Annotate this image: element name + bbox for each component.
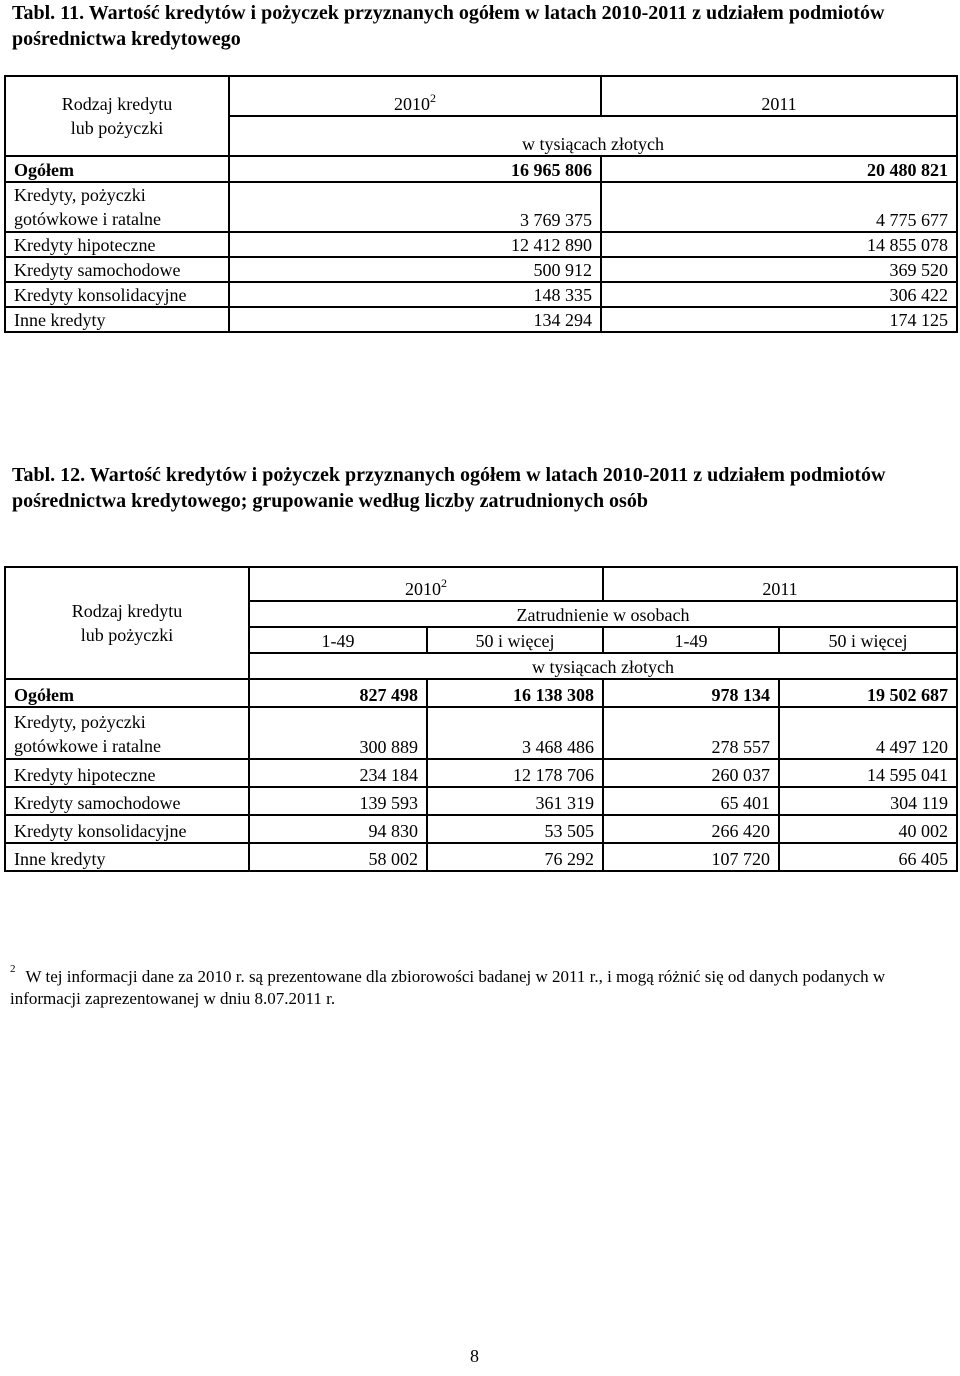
employment-header: Zatrudnienie w osobach: [249, 601, 957, 627]
cell-value: 234 184: [249, 759, 427, 787]
cell-value: 19 502 687: [779, 679, 957, 707]
cell-value: 827 498: [249, 679, 427, 707]
row-type-header-line2: lub pożyczki: [80, 625, 174, 645]
cell-value: 107 720: [603, 843, 779, 871]
unit-header: w tysiącach złotych: [229, 116, 957, 156]
cell-value: 3 468 486: [427, 707, 603, 759]
unit-header: w tysiącach złotych: [249, 653, 957, 679]
row-label-car: Kredyty samochodowe: [5, 257, 229, 282]
cell-2011-cash-loans: 4 775 677: [601, 182, 957, 232]
footnote: [10, 958, 948, 1010]
cell-2011-car: 369 520: [601, 257, 957, 282]
size-header-2011-small: 1-49: [603, 627, 779, 653]
cell-value: 40 002: [779, 815, 957, 843]
cell-2011-mortgage: 14 855 078: [601, 232, 957, 257]
page-number: 8: [470, 1346, 479, 1366]
cell-2010-total: 16 965 806: [229, 156, 601, 182]
size-header-2011-large: 50 i więcej: [779, 627, 957, 653]
row-type-header-line1: Rodzaj kredytu: [61, 94, 173, 114]
cell-value: 4 497 120: [779, 707, 957, 759]
cell-value: 266 420: [603, 815, 779, 843]
cell-2010-other: 134 294: [229, 307, 601, 332]
row-label-line2: gotówkowe i ratalne: [14, 736, 161, 756]
cell-value: 978 134: [603, 679, 779, 707]
cell-value: 304 119: [779, 787, 957, 815]
row-label-other: Inne kredyty: [5, 843, 249, 871]
row-label-total: Ogółem: [5, 679, 249, 707]
table-11: [4, 75, 958, 333]
row-label-mortgage: Kredyty hipoteczne: [5, 759, 249, 787]
table-12-caption: Tabl. 12. Wartość kredytów i pożyczek przyznanych ogółem w latach 2010-2011 z udziałem podmiotów pośrednictwa kredytowego; grupowanie według liczby zatrudnionych osób: [12, 464, 886, 512]
cell-value: 53 505: [427, 815, 603, 843]
footnote-text: W tej informacji dane za 2010 r. są prezentowane dla zbiorowości badanej w 2011 r., i mogą różnić się od danych podanych w informacji zaprezentowanej w dniu 8.07.2011 r.: [10, 967, 886, 1008]
row-label-consolidation: Kredyty konsolidacyjne: [5, 282, 229, 307]
cell-value: 260 037: [603, 759, 779, 787]
footnote-ref: 2: [430, 91, 436, 105]
cell-2011-consolidation: 306 422: [601, 282, 957, 307]
year-2011-header: 2011: [601, 76, 957, 116]
cell-2010-car: 500 912: [229, 257, 601, 282]
row-label-cash-loans: [5, 182, 229, 232]
row-label-cash-loans: [5, 707, 249, 759]
cell-2010-mortgage: 12 412 890: [229, 232, 601, 257]
table-12: [4, 566, 958, 872]
cell-2010-consolidation: 148 335: [229, 282, 601, 307]
cell-value: 139 593: [249, 787, 427, 815]
year-2010-label: 2010: [394, 94, 430, 114]
year-2010-header: [229, 76, 601, 116]
row-type-header: [5, 76, 229, 156]
row-label-mortgage: Kredyty hipoteczne: [5, 232, 229, 257]
row-label-total: Ogółem: [5, 156, 229, 182]
cell-value: 66 405: [779, 843, 957, 871]
cell-2010-cash-loans: 3 769 375: [229, 182, 601, 232]
row-label-line2: gotówkowe i ratalne: [14, 209, 161, 229]
footnote-ref: 2: [441, 576, 447, 590]
cell-value: 16 138 308: [427, 679, 603, 707]
cell-value: 65 401: [603, 787, 779, 815]
cell-2011-total: 20 480 821: [601, 156, 957, 182]
cell-value: 14 595 041: [779, 759, 957, 787]
cell-value: 12 178 706: [427, 759, 603, 787]
row-label-line1: Kredyty, pożyczki: [14, 712, 146, 732]
cell-value: 278 557: [603, 707, 779, 759]
size-header-2010-large: 50 i więcej: [427, 627, 603, 653]
cell-value: 300 889: [249, 707, 427, 759]
year-2011-header: 2011: [603, 567, 957, 601]
cell-value: 76 292: [427, 843, 603, 871]
row-label-other: Inne kredyty: [5, 307, 229, 332]
cell-value: 94 830: [249, 815, 427, 843]
cell-value: 58 002: [249, 843, 427, 871]
footnote-marker: 2: [10, 963, 16, 975]
row-type-header: [5, 567, 249, 679]
row-type-header-line2: lub pożyczki: [70, 118, 164, 138]
row-label-line1: Kredyty, pożyczki: [14, 185, 146, 205]
row-type-header-line1: Rodzaj kredytu: [71, 601, 183, 621]
row-label-consolidation: Kredyty konsolidacyjne: [5, 815, 249, 843]
year-2010-header: [249, 567, 603, 601]
table-11-caption: Tabl. 11. Wartość kredytów i pożyczek przyznanych ogółem w latach 2010-2011 z udziałem podmiotów pośrednictwa kredytowego: [12, 2, 885, 50]
year-2010-label: 2010: [405, 579, 441, 599]
row-label-car: Kredyty samochodowe: [5, 787, 249, 815]
cell-value: 361 319: [427, 787, 603, 815]
size-header-2010-small: 1-49: [249, 627, 427, 653]
cell-2011-other: 174 125: [601, 307, 957, 332]
